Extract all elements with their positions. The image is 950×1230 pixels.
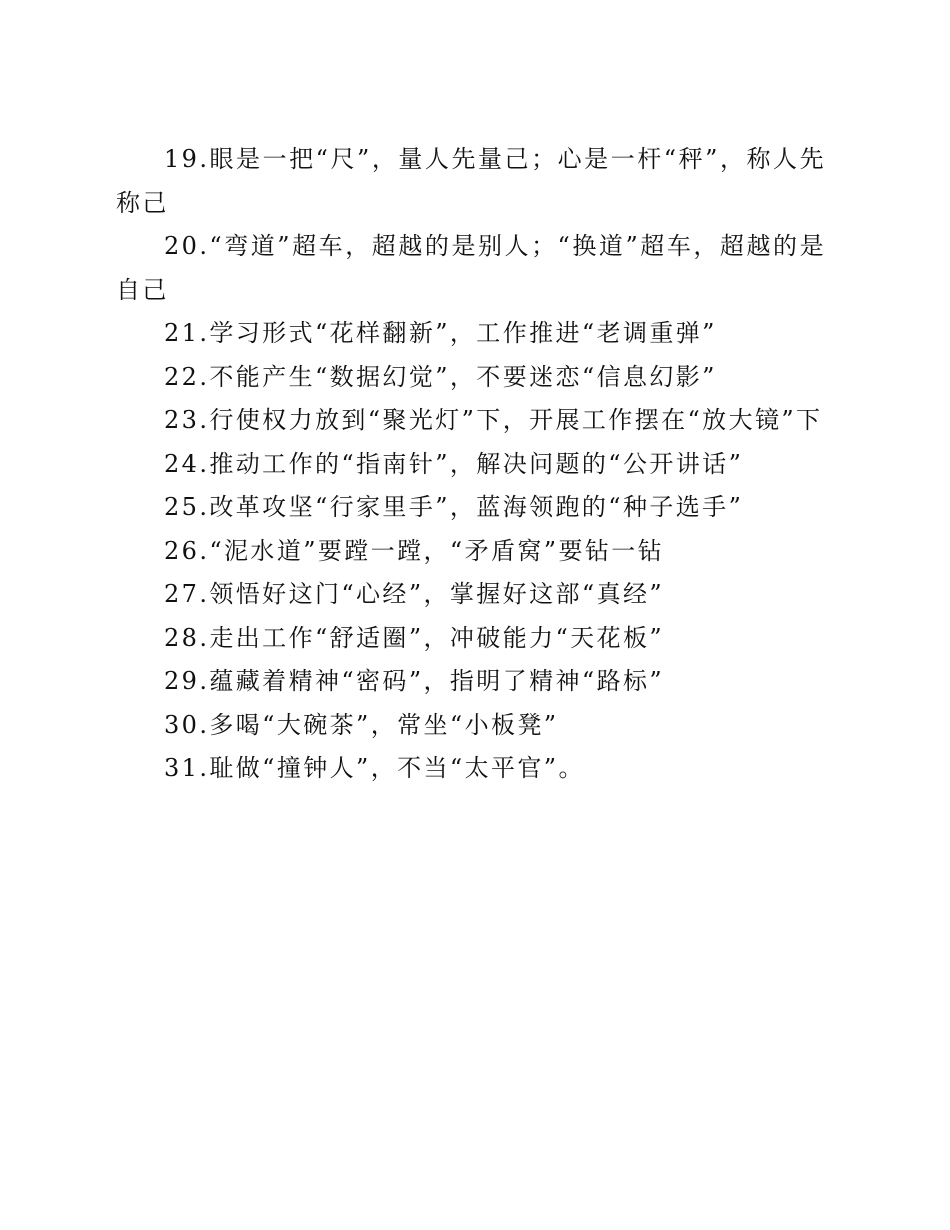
list-item: 26.“泥水道”要蹚一蹚，“矛盾窝”要钻一钻 — [164, 536, 665, 565]
phrase-list — [116, 138, 826, 791]
list-item: 31.耻做“撞钟人”，不当“太平官”。 — [164, 754, 585, 782]
list-item: 30.多喝“大碗茶”，常坐“小板凳” — [164, 710, 559, 739]
list-item: 23.行使权力放到“聚光灯”下，开展工作摆在“放大镜”下 — [164, 406, 823, 434]
list-item: 19.眼是一把“尺”，量人先量己；心是一杆“秤”，称人先称己 — [116, 145, 826, 217]
list-item: 28.走出工作“舒适圈”，冲破能力“天花板” — [164, 623, 665, 652]
list-item: 21.学习形式“花样翻新”，工作推进“老调重弹” — [164, 319, 717, 347]
list-item: 24.推动工作的“指南针”，解决问题的“公开讲话” — [164, 449, 744, 478]
list-item: 20.“弯道”超车，超越的是别人；“换道”超车，超越的是自己 — [116, 232, 826, 304]
list-item: 22.不能产生“数据幻觉”，不要迷恋“信息幻影” — [164, 362, 717, 391]
list-item: 25.改革攻坚“行家里手”，蓝海领跑的“种子选手” — [164, 493, 744, 521]
list-item: 27.领悟好这门“心经”，掌握好这部“真经” — [164, 580, 665, 608]
list-item: 29.蕴藏着精神“密码”，指明了精神“路标” — [164, 667, 665, 695]
